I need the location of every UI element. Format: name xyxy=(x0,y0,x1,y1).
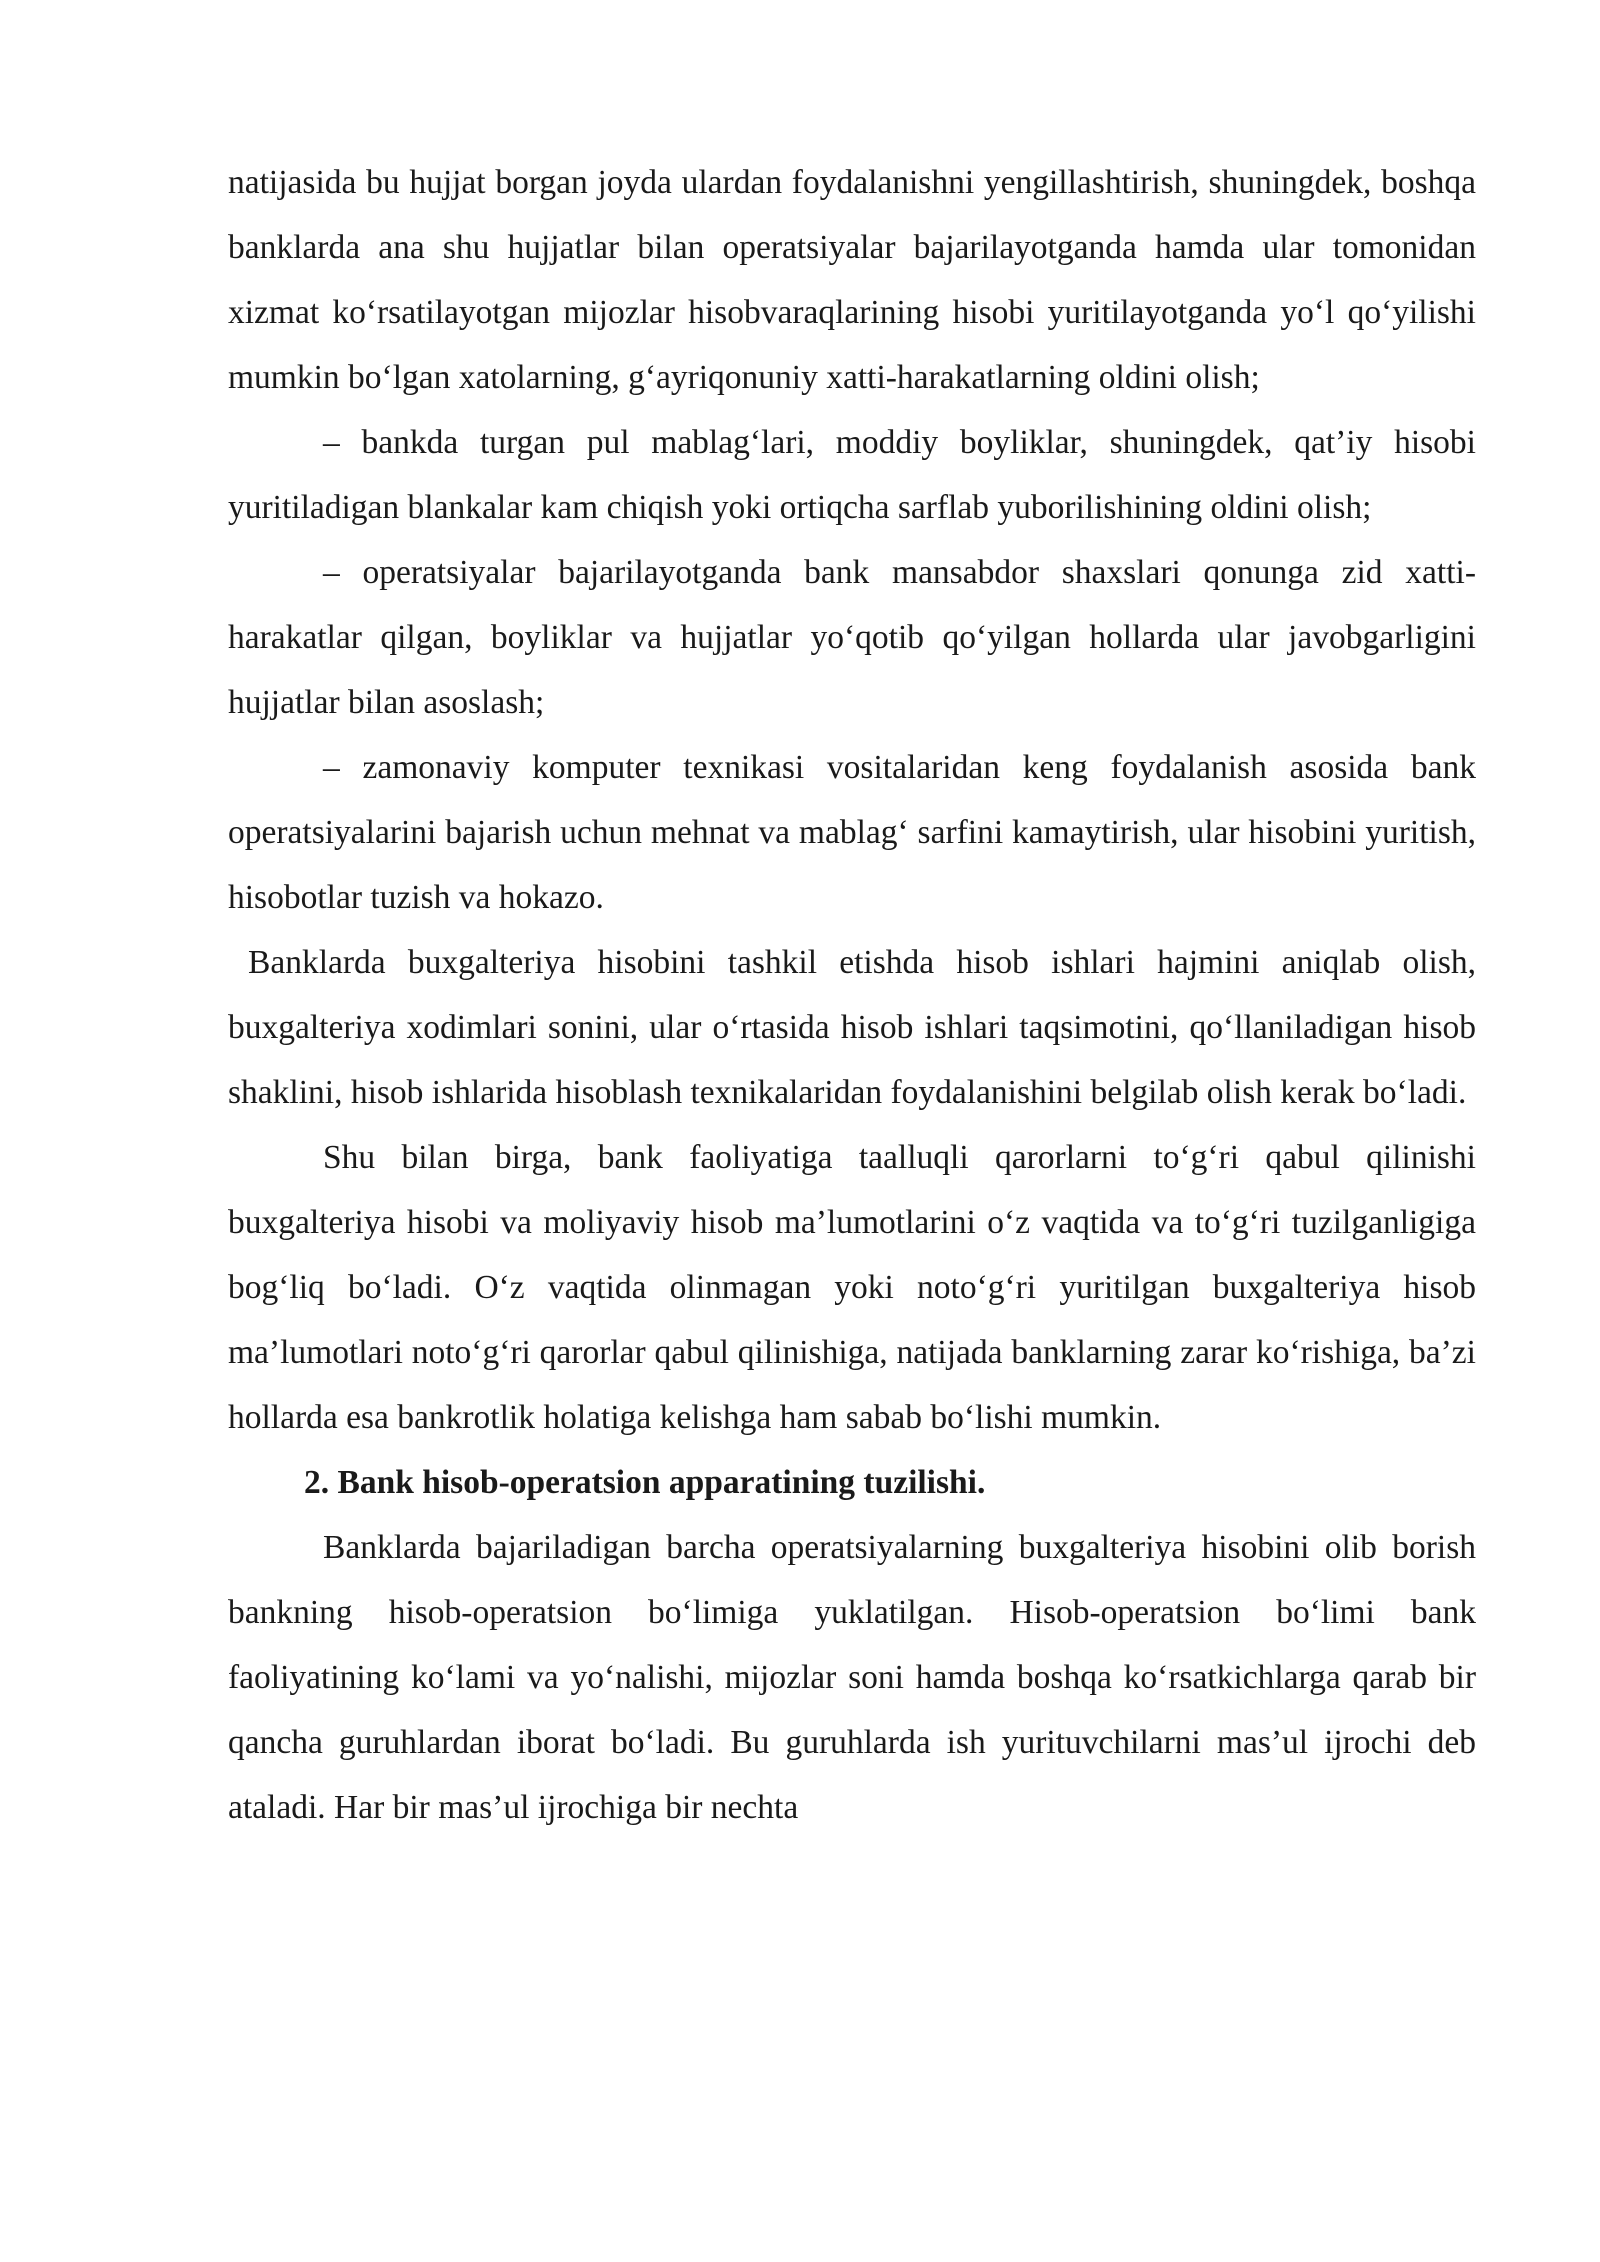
paragraph-decisions: Shu bilan birga, bank faoliyatiga taalluqli qarorlarni to‘g‘ri qabul qilinishi buxgalteriya hisobi va moliyaviy hisob ma’lumotlarini o‘z vaqtida va to‘g‘ri tuzilganligiga bog‘liq bo‘ladi. O‘z vaqtida olinmagan yoki noto‘g‘ri yuritilgan buxgalteriya hisob ma’lumotlari noto‘g‘ri qarorlar qabul qilinishiga, natijada banklarning zarar ko‘rishiga, ba’zi hollarda esa bankrotlik holatiga kelishga ham sabab bo‘lishi mumkin. xyxy=(228,1139,1476,1436)
document-page xyxy=(228,150,1476,1840)
paragraph-operations-department: Banklarda bajariladigan barcha operatsiyalarning buxgalteriya hisobini olib borish bankning hisob-operatsion bo‘limiga yuklatilgan. Hisob-operatsion bo‘limi bank faoliyatining ko‘lami va yo‘nalishi, mijozlar soni hamda boshqa ko‘rsatkichlarga qarab bir qancha guruhlardan iborat bo‘ladi. Bu guruhlarda ish yurituvchilarni mas’ul ijrochi deb ataladi. Har bir mas’ul ijrochiga bir nechta xyxy=(228,1529,1476,1826)
paragraph-continuation: natijasida bu hujjat borgan joyda ulardan foydalanishni yengillashtirish, shuningdek, boshqa banklarda ana shu hujjatlar bilan operatsiyalar bajarilayotganda hamda ular tomonidan xizmat ko‘rsatilayotgan mijozlar hisobvaraqlarining hisobi yuritilayotganda yo‘l qo‘yilishi mumkin bo‘lgan xatolarning, g‘ayriqonuniy xatti-harakatlarning oldini olish; xyxy=(228,164,1476,396)
list-item-liability: – operatsiyalar bajarilayotganda bank mansabdor shaxslari qonunga zid xatti-harakatlar qilgan, boyliklar va hujjatlar yo‘qotib qo‘yilgan hollarda ular javobgarligini hujjatlar bilan asoslash; xyxy=(228,554,1476,721)
paragraph-accounting-organization: Banklarda buxgalteriya hisobini tashkil etishda hisob ishlari hajmini aniqlab olish, buxgalteriya xodimlari sonini, ular o‘rtasida hisob ishlari taqsimotini, qo‘llaniladigan hisob shaklini, hisob ishlarida hisoblash texnikalaridan foydalanishini belgilab olish kerak bo‘ladi. xyxy=(228,944,1476,1111)
list-item-funds: – bankda turgan pul mablag‘lari, moddiy boyliklar, shuningdek, qat’iy hisobi yuritiladigan blankalar kam chiqish yoki ortiqcha sarflab yuborilishining oldini olish; xyxy=(228,424,1476,526)
section-heading: 2. Bank hisob-operatsion apparatining tuzilishi. xyxy=(304,1464,986,1501)
list-item-technology: – zamonaviy komputer texnikasi vositalaridan keng foydalanish asosida bank operatsiyalarini bajarish uchun mehnat va mablag‘ sarfini kamaytirish, ular hisobini yuritish, hisobotlar tuzish va hokazo. xyxy=(228,749,1476,916)
